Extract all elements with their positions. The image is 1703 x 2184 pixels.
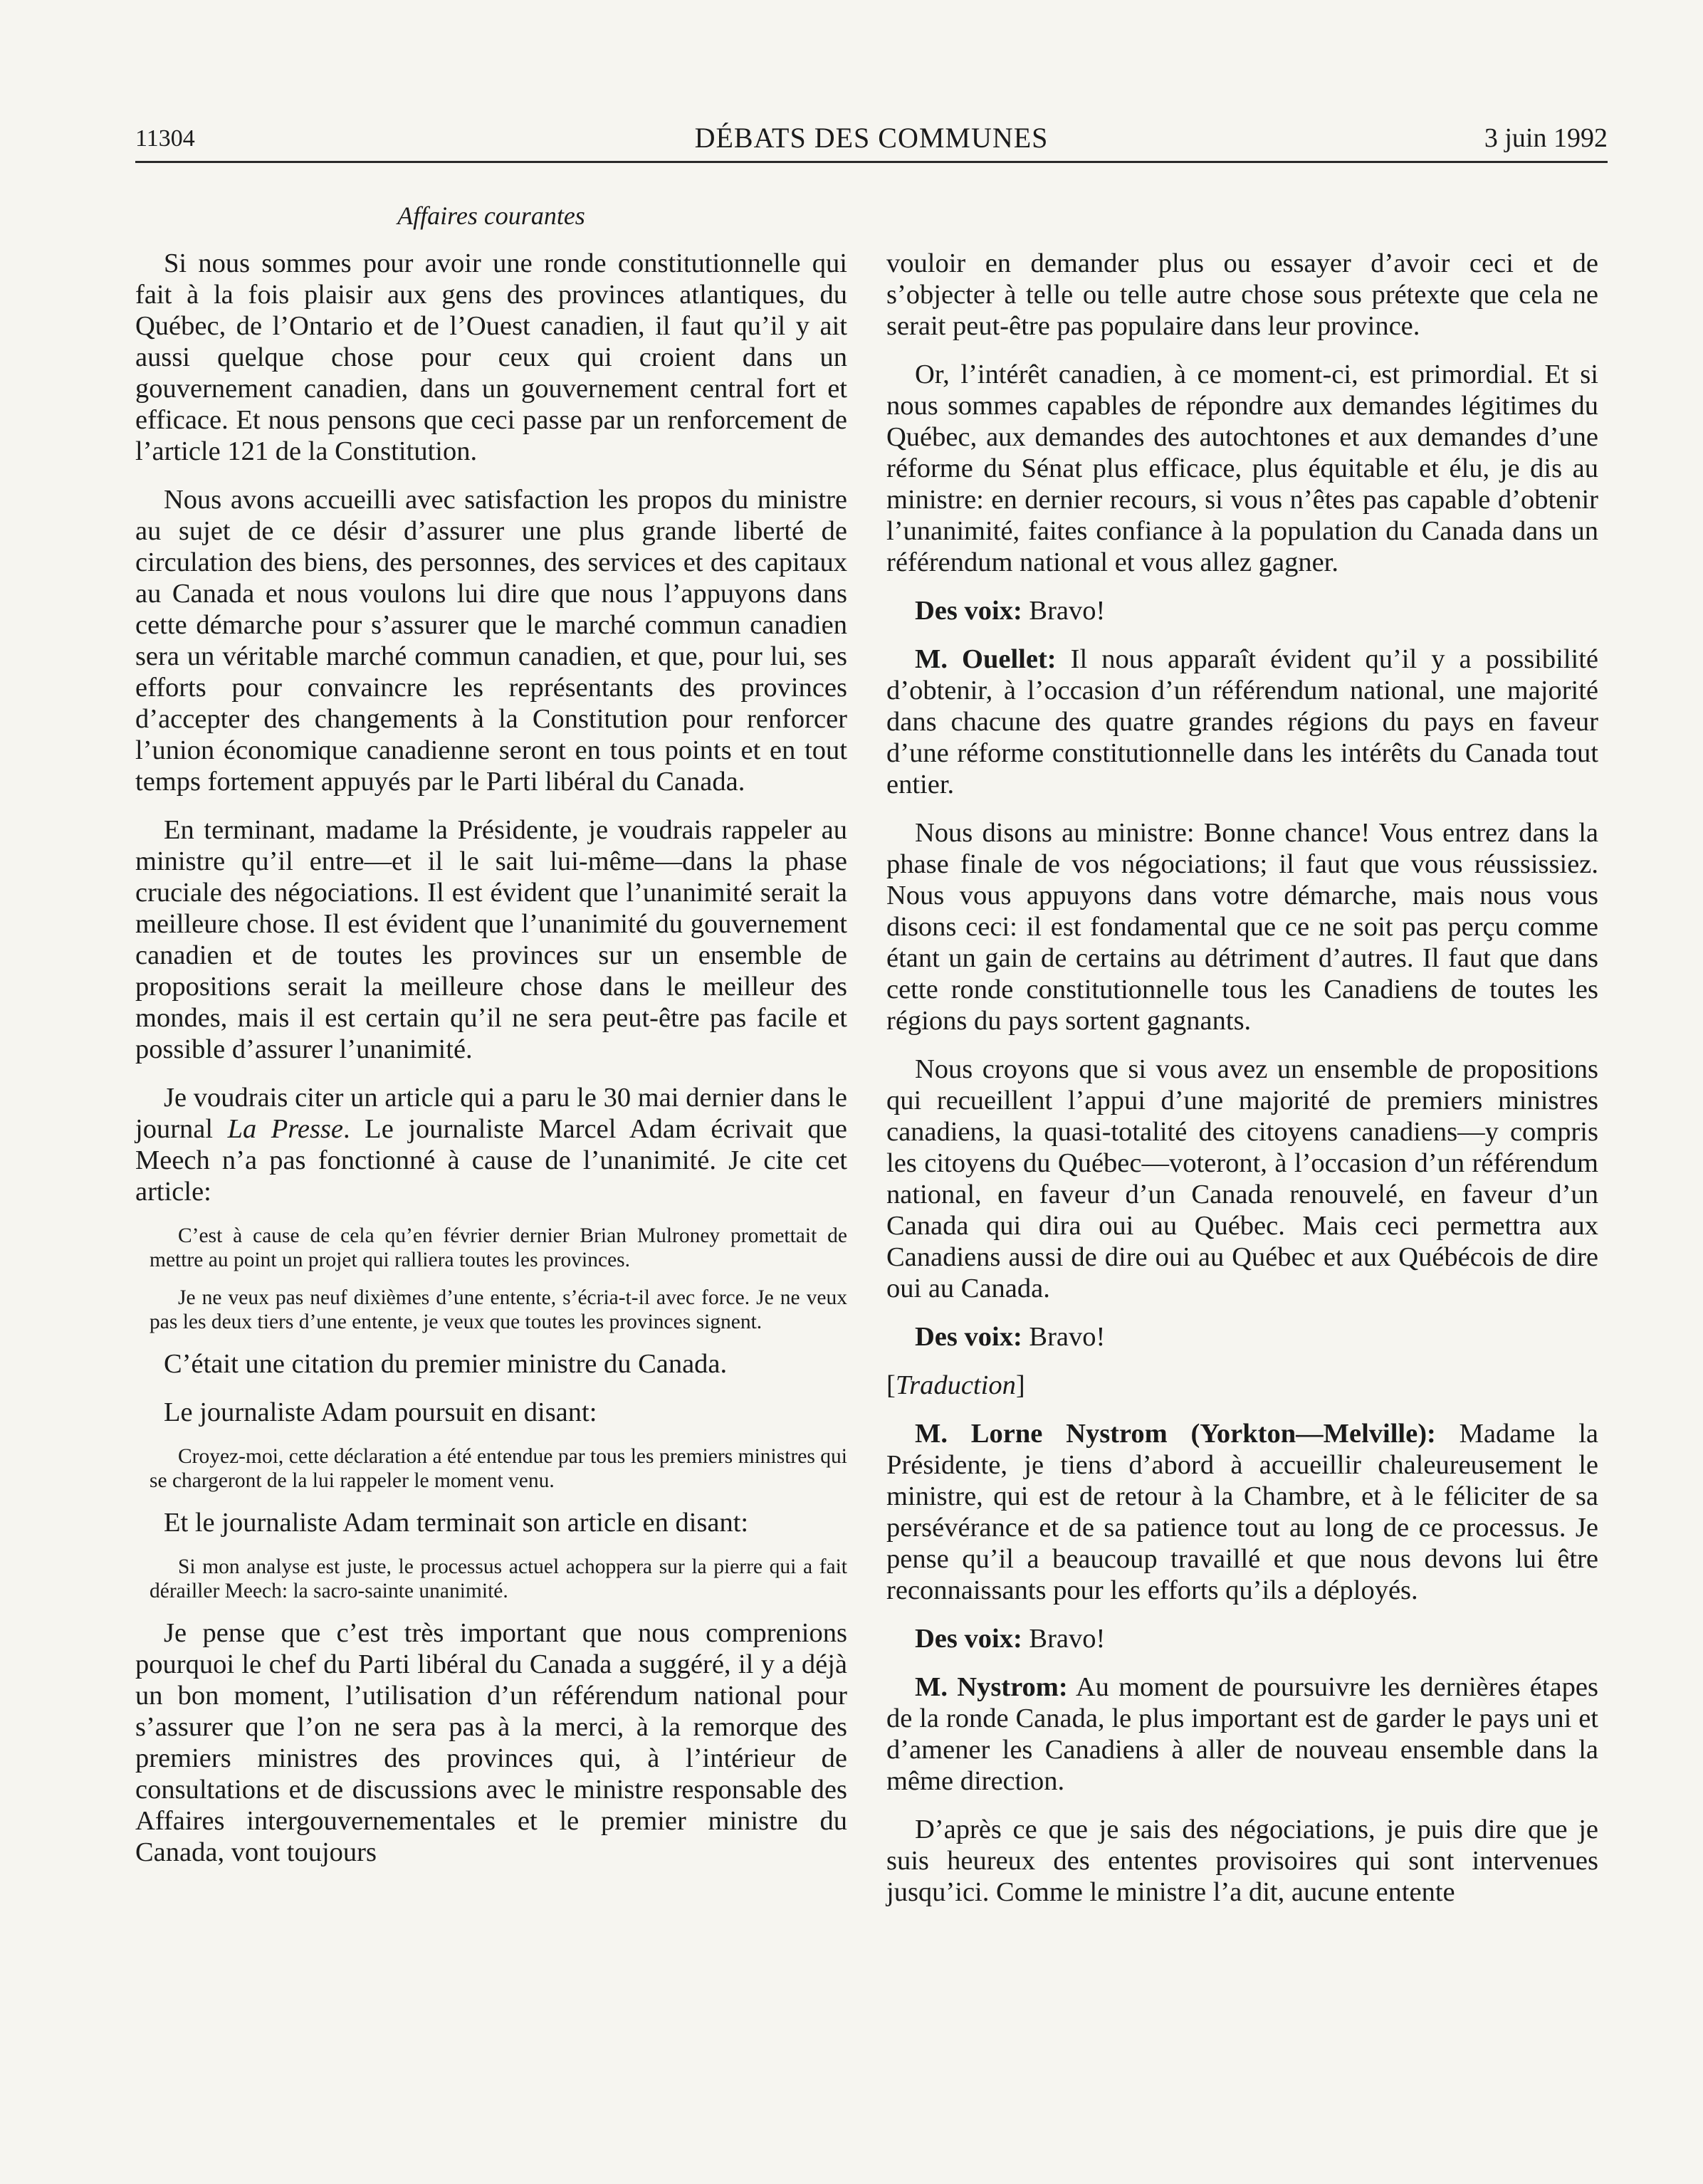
translation-marker [886,1370,1598,1401]
speech [886,1671,1598,1797]
paragraph: Et le journaliste Adam terminait son article en disant: [164,1508,749,1538]
speech-text: Bravo! [1022,1322,1106,1352]
paragraph: Le journaliste Adam poursuit en disant: [164,1397,597,1427]
left-column [135,248,847,1885]
speaker-name: M. Ouellet: [915,644,1057,674]
paragraph: D’après ce que je sais des négociations, je puis dire que je suis heureux des ententes provisoires qui sont intervenues jusqu’ici. Comme le ministre l’a dit, aucune entente [886,1815,1598,1907]
right-column [886,248,1598,1925]
block-quote: Je ne veux pas neuf dixièmes d’une entente, s’écria-t-il avec force. Je ne veux pas les deux tiers d’une entente, je veux que toutes les provinces signent. [150,1286,847,1333]
interjection [886,595,1598,626]
speaker-name: Des voix: [915,1624,1022,1654]
speaker-name: M. Lorne Nystrom (Yorkton—Melville): [915,1419,1436,1449]
bracket: ] [1015,1370,1025,1400]
issue-date: 3 juin 1992 [1484,123,1608,153]
paragraph: En terminant, madame la Présidente, je voudrais rappeler au ministre qu’il entre—et il le sait lui-même—dans la phase cruciale des négociations. Il est évident que l’unanimité serait la meilleure chose. Il est évident que l’unanimité du gouvernement canadien et de toutes les provinces sur un ensemble de propositions serait la meilleure chose dans le meilleur des mondes, mais il est certain qu’il ne sera peut-être pas facile et possible d’assurer l’unanimité. [135,815,847,1064]
paragraph: Nous disons au ministre: Bonne chance! Vous entrez dans la phase finale de vos négociations; il faut que vous réussissiez. Nous vous appuyons dans votre démarche, mais nous vous disons ceci: il est fondamental que ce ne soit pas perçu comme étant un gain de certains au détriment d’autres. Il faut que dans cette ronde constitutionnelle tous les Canadiens de toutes les régions du pays sortent gagnants. [886,818,1598,1036]
paragraph: Si nous sommes pour avoir une ronde constitutionnelle qui fait à la fois plaisir aux gens des provinces atlantiques, du Québec, de l’Ontario et de l’Ouest canadien, il faut qu’il y ait aussi quelque chose pour ceux qui croient dans un gouvernement canadien, dans un gouvernement central fort et efficace. Et nous pensons que ceci passe par un renforcement de l’article 121 de la Constitution. [135,248,847,466]
newspaper-name: La Presse [227,1114,344,1144]
interjection [886,1321,1598,1353]
speech-text: Au moment de poursuivre les dernières étapes de la ronde Canada, le plus important est de garder le pays uni et d’amener les Canadiens à aller de nouveau ensemble dans la même direction. [886,1672,1598,1796]
bracket: [ [886,1370,896,1400]
speaker-name: Des voix: [915,1322,1022,1352]
speech-text: Madame la Présidente, je tiens d’abord à accueillir chaleureusement le ministre, qui est de retour à la Chambre, et à le féliciter de sa persévérance et de sa patience tout au long de ce processus. Je pense qu’il a beaucoup travaillé et que nous devons lui être reconnaissants pour les efforts qu’ils a déployés. [886,1419,1598,1605]
paragraph: C’était une citation du premier ministre du Canada. [164,1349,728,1379]
paragraph: Je pense que c’est très important que nous comprenions pourquoi le chef du Parti libéral du Canada a suggéré, il y a déjà un bon moment, l’utilisation d’un référendum national pour s’assurer que l’on ne sera pas à la merci, à la remorque des premiers ministres des provinces qui, à l’intérieur de consultations et de discussions avec le ministre responsable des Affaires intergouvernementales et le premier ministre du Canada, vont toujours [135,1618,847,1867]
speech-text: Bravo! [1022,1624,1106,1654]
text-run: . Le journaliste Marcel Adam écrivait que Meech n’a pas fonctionné à cause de l’unanimité. Je cite cet article: [135,1114,847,1207]
speaker-name: Des voix: [915,596,1022,626]
paragraph: Nous avons accueilli avec satisfaction les propos du ministre au sujet de ce désir d’assurer une plus grande liberté de circulation des biens, des personnes, des services et des capitaux au Canada et nous voulons lui dire que nous l’appuyons dans cette démarche pour s’assurer que le marché commun canadien sera un véritable marché commun canadien, et que, pour lui, ses efforts pour convaincre les représentants des provinces d’accepter des changements à la Constitution pour renforcer l’union économique canadienne seront en tous points et en tout temps fortement appuyés par le Parti libéral du Canada. [135,485,847,797]
speaker-name: M. Nystrom: [915,1672,1068,1702]
speech [886,1418,1598,1606]
speech-text: Bravo! [1022,596,1106,626]
paragraph: Or, l’intérêt canadien, à ce moment-ci, est primordial. Et si nous sommes capables de répondre aux demandes légitimes du Québec, aux demandes des autochtones et aux demandes d’une réforme du Sénat plus efficace, plus équitable et élu, je dis au ministre: en dernier recours, si vous n’êtes pas capable d’obtenir l’unanimité, faites confiance à la population du Canada dans un référendum national et vous allez gagner. [886,359,1598,577]
block-quote: Si mon analyse est juste, le processus actuel achoppera sur la pierre qui a fait dérailler Meech: la sacro-sainte unanimité. [150,1555,847,1602]
interjection [886,1623,1598,1654]
paragraph: Nous croyons que si vous avez un ensemble de propositions qui recueillent l’appui d’une majorité de premiers ministres canadiens, la quasi-totalité des citoyens canadiens—y compris les citoyens du Québec—voteront, à l’occasion d’un référendum national, en faveur d’un Canada renouvelé, en faveur d’un Canada qui dira oui au Québec. Mais ceci permettra aux Canadiens aussi de dire oui au Québec et aux Québécois de dire oui au Canada. [886,1054,1598,1303]
text-run: Je voudrais citer un article qui a paru le 30 mai dernier dans le journal [135,1083,847,1144]
block-quote: Croyez-moi, cette déclaration a été entendue par tous les premiers ministres qui se chargeront de la lui rappeler le moment venu. [150,1445,847,1492]
publication-title: DÉBATS DES COMMUNES [694,122,1049,154]
paragraph: vouloir en demander plus ou essayer d’avoir ceci et de s’objecter à telle ou telle autre chose sous prétexte que cela ne serait peut-être pas populaire dans leur province. [886,248,1598,341]
block-quote: C’est à cause de cela qu’en février dernier Brian Mulroney promettait de mettre au point un projet qui ralliera toutes les provinces. [150,1224,847,1271]
paragraph [135,1082,847,1207]
speech-text: Il nous apparaît évident qu’il y a possibilité d’obtenir, à l’occasion d’un référendum national, une majorité dans chacune des quatre grandes régions du pays en faveur d’une réforme constitutionnelle dans les intérêts du Canada tout entier. [886,644,1598,799]
section-title: Affaires courantes [397,201,585,230]
page-header [135,121,1608,163]
page-number: 11304 [135,125,195,152]
translation-label: Traduction [895,1370,1016,1400]
speech [886,644,1598,800]
